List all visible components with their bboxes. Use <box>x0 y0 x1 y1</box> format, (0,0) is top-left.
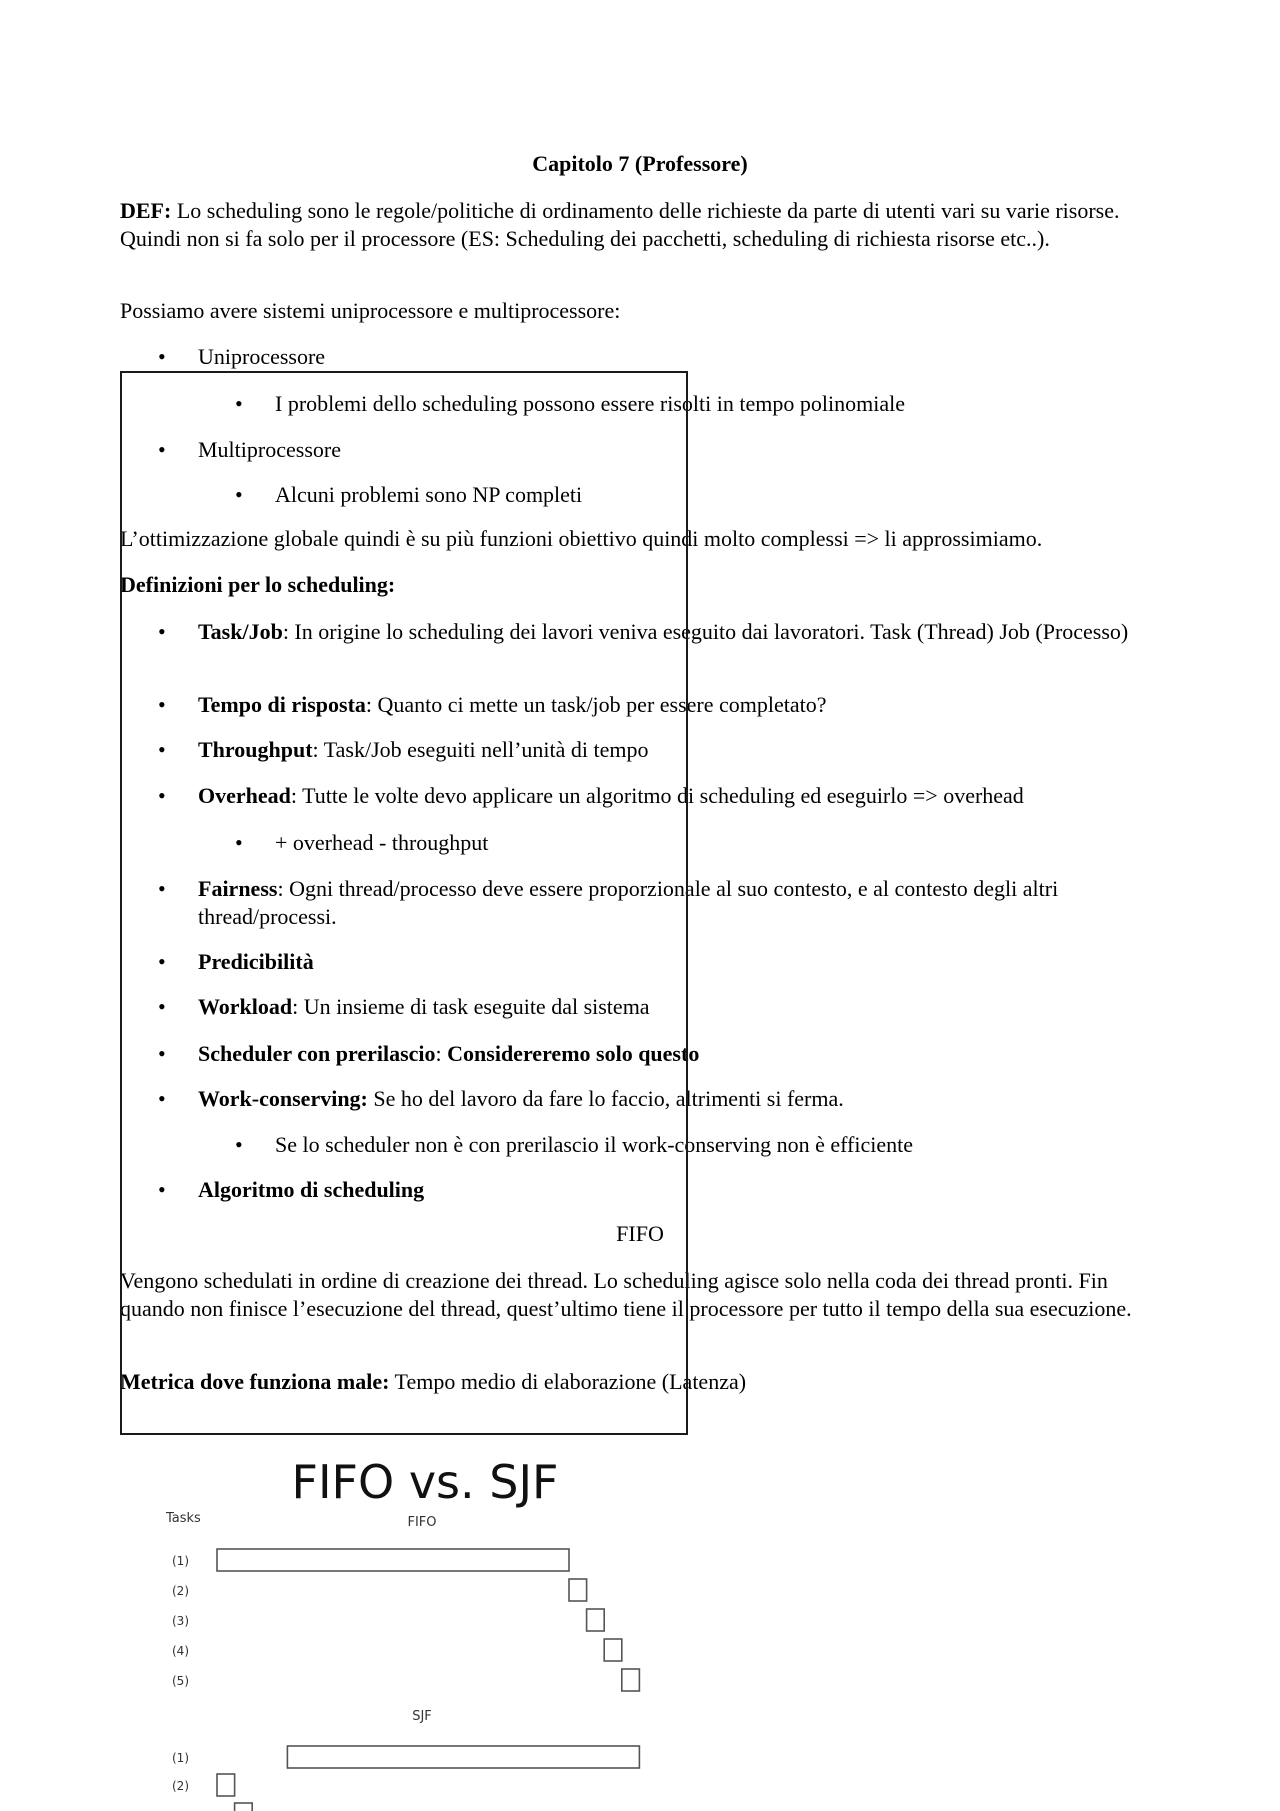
list-item-text: Multiprocessore <box>198 437 341 462</box>
sjf-section-label: SJF <box>412 1709 432 1724</box>
fifo-task-bar <box>622 1669 640 1691</box>
intro-paragraph: Possiamo avere sistemi uniprocessore e multiprocessore: <box>120 298 621 323</box>
bullet-icon: • <box>235 830 243 855</box>
term: Work-conserving: <box>198 1086 368 1111</box>
fifo-row-label: (4) <box>172 1644 189 1658</box>
term: Throughput <box>198 737 313 762</box>
fifo-series <box>172 1549 639 1691</box>
metric-label: Metrica dove funziona male: <box>120 1369 390 1394</box>
def-text: Lo scheduling sono le regole/politiche di ordinamento delle richieste da parte di utenti vari su varie risorse. Quindi non si fa solo per il processore (ES: Scheduling dei pacchetti, scheduling di richiesta risorse etc..). <box>120 198 1120 251</box>
term-text: : Quanto ci mette un task/job per essere completato? <box>365 692 827 717</box>
term: Scheduler con prerilascio <box>198 1041 436 1066</box>
term-text: : Un insieme di task eseguite dal sistema <box>292 994 650 1019</box>
metric-paragraph <box>120 1368 1150 1396</box>
fifo-section-label: FIFO <box>407 1515 437 1530</box>
bullet-icon: • <box>158 692 166 717</box>
figure-y-label: Tasks <box>166 1511 201 1526</box>
term-text: : Tutte le volte devo applicare un algoritmo di scheduling ed eseguirlo => overhead <box>290 783 1024 808</box>
term-text: : In origine lo scheduling dei lavori veniva eseguito dai lavoratori. Task (Thread) Job (Processo) <box>282 619 1129 644</box>
fifo-row-label: (5) <box>172 1674 189 1688</box>
definitions-heading: Definizioni per lo scheduling: <box>120 572 396 597</box>
term-text: : Ogni thread/processo deve essere proporzionale al suo contesto, e al contesto degli altri thread/processi. <box>198 876 1059 929</box>
sjf-series <box>172 1746 639 1811</box>
optimization-paragraph: L’ottimizzazione globale quindi è su più funzioni obiettivo quindi molto complessi => li approssimiamo. <box>120 526 1043 551</box>
term-text: Se ho del lavoro da fare lo faccio, altrimenti si ferma. <box>367 1086 844 1111</box>
term: Predicibilità <box>198 949 314 974</box>
sjf-task-bar <box>217 1774 235 1796</box>
sjf-row-label: (1) <box>172 1751 189 1765</box>
term-text: : <box>435 1041 448 1066</box>
fifo-task-bar <box>587 1609 605 1631</box>
metric-text: Tempo medio di elaborazione (Latenza) <box>389 1369 747 1394</box>
page-title: Capitolo 7 (Professore) <box>532 151 748 176</box>
term: Fairness <box>198 876 278 901</box>
term: Tempo di risposta <box>198 692 366 717</box>
bullet-icon: • <box>158 994 166 1019</box>
fifo-vs-sjf-figure <box>150 1448 710 1811</box>
term: Workload <box>198 994 293 1019</box>
fifo-row-label: (3) <box>172 1614 189 1628</box>
definition-paragraph <box>120 197 1150 253</box>
bullet-icon: • <box>158 737 166 762</box>
sub-list-item-text: Se lo scheduler non è con prerilascio il work-conserving non è efficiente <box>275 1132 913 1157</box>
sub-list-item-text: I problemi dello scheduling possono essere risolti in tempo polinomiale <box>275 391 905 416</box>
term-text: : Task/Job eseguiti nell’unità di tempo <box>312 737 649 762</box>
bullet-icon: • <box>158 619 166 644</box>
bullet-icon: • <box>235 1132 243 1157</box>
fifo-row-label: (2) <box>172 1584 189 1598</box>
sjf-task-bar <box>235 1803 253 1811</box>
bullet-icon: • <box>158 437 166 462</box>
bullet-icon: • <box>158 1041 166 1066</box>
figure-title: FIFO vs. SJF <box>291 1455 559 1509</box>
list-item-text: Uniprocessore <box>198 344 326 369</box>
fifo-task-bar <box>217 1549 569 1571</box>
term: Overhead <box>198 783 291 808</box>
bullet-icon: • <box>235 482 243 507</box>
fifo-heading: FIFO <box>616 1221 664 1246</box>
bullet-icon: • <box>158 1086 166 1111</box>
fifo-vs-sjf-chart <box>150 1448 710 1811</box>
def-label: DEF: <box>120 198 172 223</box>
sjf-task-bar <box>287 1746 639 1768</box>
bullet-icon: • <box>158 783 166 808</box>
term: Task/Job <box>198 619 283 644</box>
bullet-icon: • <box>158 949 166 974</box>
fifo-task-bar <box>604 1639 622 1661</box>
bullet-icon: • <box>158 1177 166 1202</box>
sub-list-item-text: Alcuni problemi sono NP completi <box>275 482 583 507</box>
fifo-task-bar <box>569 1579 587 1601</box>
term: Algoritmo di scheduling <box>198 1177 425 1202</box>
term-emphasis: Considereremo solo questo <box>447 1041 700 1066</box>
bullet-icon: • <box>158 876 166 901</box>
bullet-icon: • <box>235 391 243 416</box>
sub-list-item-text: + overhead - throughput <box>275 830 489 855</box>
bullet-icon: • <box>158 344 166 369</box>
sjf-row-label: (2) <box>172 1779 189 1793</box>
fifo-paragraph: Vengono schedulati in ordine di creazione dei thread. Lo scheduling agisce solo nella coda dei thread pronti. Fin quando non finisce l’esecuzione del thread, quest’ultimo tiene il processore per tutto il tempo della sua esecuzione. <box>120 1268 1132 1321</box>
fifo-row-label: (1) <box>172 1554 189 1568</box>
